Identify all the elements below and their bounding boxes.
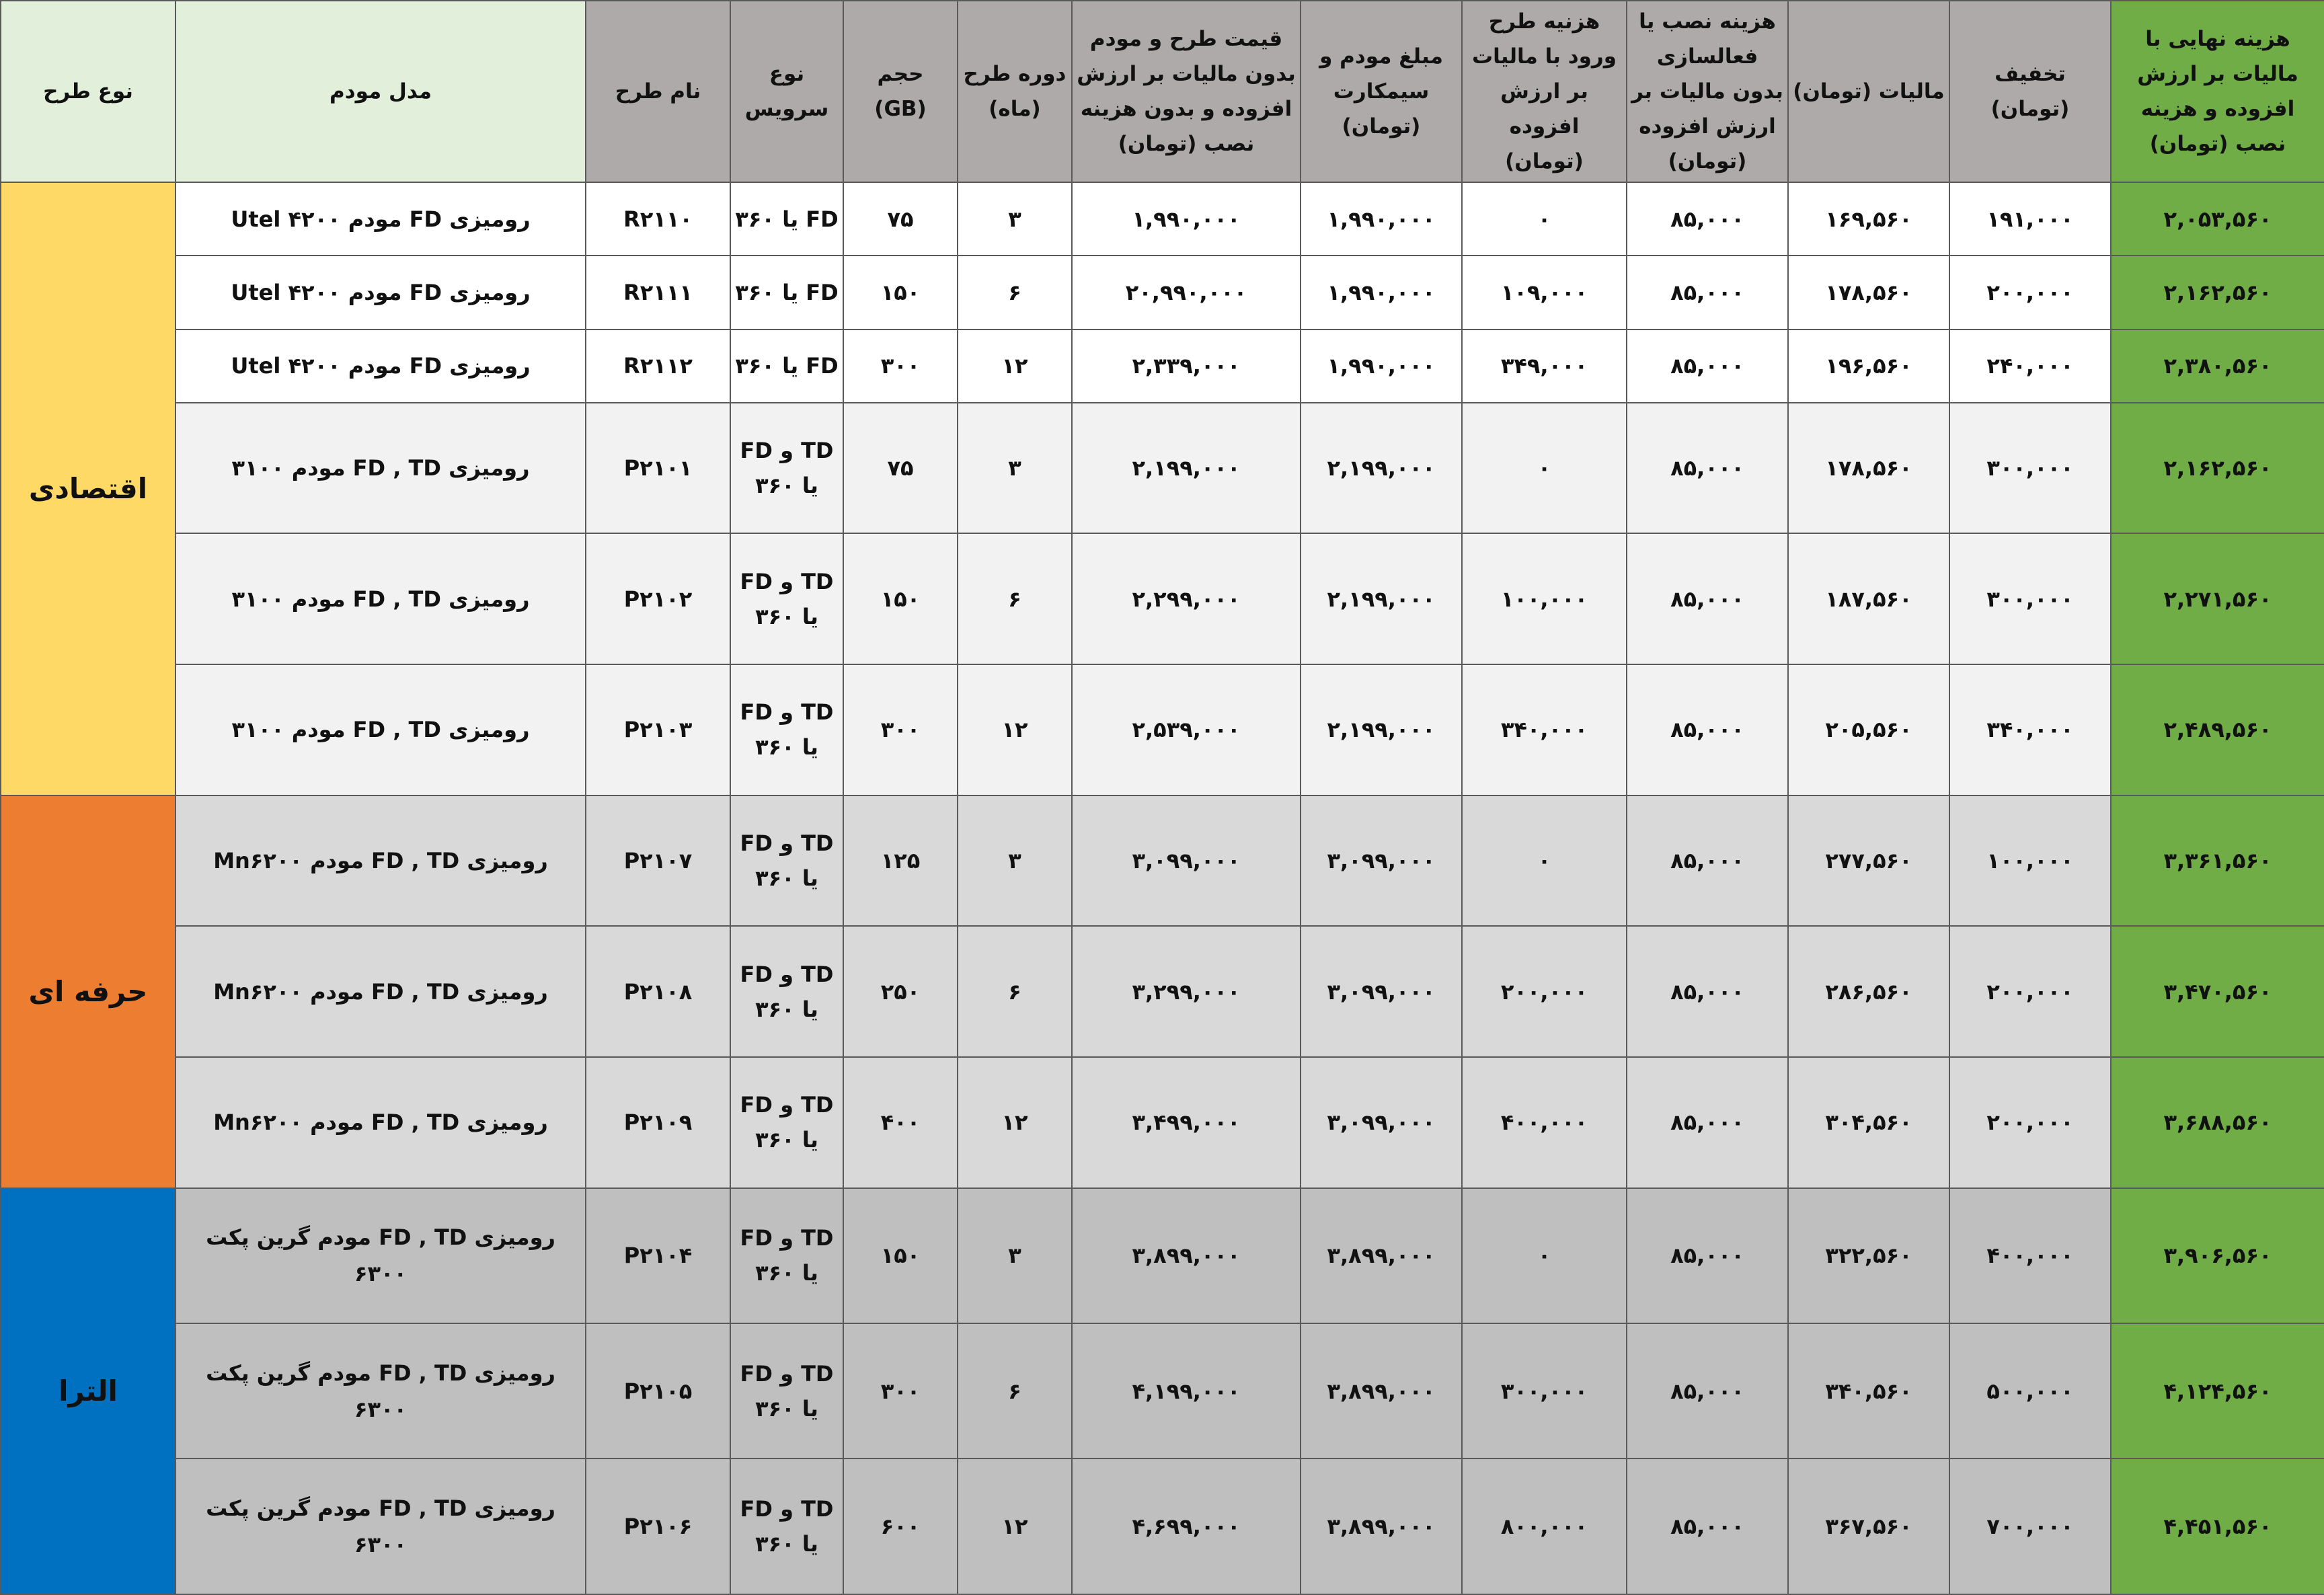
price-cell: ۲,۲۹۹,۰۰۰	[1072, 533, 1301, 664]
modem-sim-cell: ۱,۹۹۰,۰۰۰	[1301, 182, 1462, 256]
modem-sim-cell: ۲,۱۹۹,۰۰۰	[1301, 533, 1462, 664]
modem-sim-cell: ۳,۰۹۹,۰۰۰	[1301, 795, 1462, 927]
install-cost-cell: ۸۵,۰۰۰	[1627, 795, 1788, 927]
table-row	[1, 1458, 2324, 1594]
header-install-cost: هزینه نصب یا فعالسازی بدون مالیات بر ارزش افزوده (تومان)	[1627, 1, 1788, 182]
plan-name-cell: P۲۱۰۴	[586, 1188, 730, 1323]
plan-name-cell: R۲۱۱۰	[586, 182, 730, 256]
tax-cell: ۳۲۲,۵۶۰	[1788, 1188, 1949, 1323]
plan-name-cell: P۲۱۰۳	[586, 664, 730, 795]
table-row	[1, 926, 2324, 1057]
plan-name-cell: R۲۱۱۱	[586, 256, 730, 329]
tax-cell: ۳۶۷,۵۶۰	[1788, 1458, 1949, 1594]
price-cell: ۳,۴۹۹,۰۰۰	[1072, 1057, 1301, 1188]
volume-cell: ۳۰۰	[843, 1323, 958, 1458]
price-cell: ۲,۵۳۹,۰۰۰	[1072, 664, 1301, 795]
table-row	[1, 1188, 2324, 1323]
header-modem-model: مدل مودم	[176, 1, 586, 182]
plan-name-cell: P۲۱۰۷	[586, 795, 730, 927]
header-plan-type: نوع طرح	[1, 1, 176, 182]
category-ultra: الترا	[1, 1188, 176, 1594]
discount-cell: ۱۰۰,۰۰۰	[1949, 795, 2111, 927]
service-type-line: TD و FD	[740, 1360, 834, 1387]
entry-cost-cell: ۳۴۰,۰۰۰	[1462, 664, 1627, 795]
service-type-line: یا ۳۶۰	[755, 1395, 818, 1422]
discount-cell: ۵۰۰,۰۰۰	[1949, 1323, 2111, 1458]
service-type-cell	[730, 926, 843, 1057]
final-cost-cell: ۲,۲۷۱,۵۶۰	[2111, 533, 2324, 664]
price-cell: ۱,۹۹۰,۰۰۰	[1072, 182, 1301, 256]
tax-cell: ۳۰۴,۵۶۰	[1788, 1057, 1949, 1188]
price-cell: ۴,۱۹۹,۰۰۰	[1072, 1323, 1301, 1458]
modem-model-cell: رومیزی FD , TD مودم گرین پکت ۶۳۰۰	[176, 1188, 586, 1323]
service-type-line: یا ۳۶۰	[755, 1531, 818, 1557]
category-economy: اقتصادی	[1, 182, 176, 795]
modem-sim-cell: ۱,۹۹۰,۰۰۰	[1301, 329, 1462, 403]
tax-cell: ۱۷۸,۵۶۰	[1788, 256, 1949, 329]
modem-model-cell: رومیزی FD , TD مودم گرین پکت ۶۳۰۰	[176, 1458, 586, 1594]
plan-name-cell: P۲۱۰۱	[586, 403, 730, 534]
service-type-cell: FD یا ۳۶۰	[730, 256, 843, 329]
duration-cell: ۳	[958, 182, 1072, 256]
header-volume: حجم (GB)	[843, 1, 958, 182]
service-type-line: یا ۳۶۰	[755, 865, 818, 891]
table-row	[1, 329, 2324, 403]
volume-cell: ۳۰۰	[843, 329, 958, 403]
entry-cost-cell: ۲۰۰,۰۰۰	[1462, 926, 1627, 1057]
modem-model-cell: رومیزی FD , TD مودم Mn۶۲۰۰	[176, 1057, 586, 1188]
discount-cell: ۲۰۰,۰۰۰	[1949, 926, 2111, 1057]
plan-name-cell: P۲۱۰۲	[586, 533, 730, 664]
entry-cost-cell: ۰	[1462, 403, 1627, 534]
service-type-line: TD و FD	[740, 961, 834, 987]
discount-cell: ۲۰۰,۰۰۰	[1949, 1057, 2111, 1188]
service-type-line: TD و FD	[740, 1092, 834, 1118]
service-type-cell	[730, 533, 843, 664]
modem-sim-cell: ۳,۸۹۹,۰۰۰	[1301, 1323, 1462, 1458]
modem-model-cell: رومیزی FD , TD مودم ۳۱۰۰	[176, 403, 586, 534]
modem-model-cell: رومیزی FD مودم ۴۲۰۰ Utel	[176, 182, 586, 256]
price-cell: ۳,۰۹۹,۰۰۰	[1072, 795, 1301, 927]
service-type-line: TD و FD	[740, 568, 834, 594]
service-type-line: TD و FD	[740, 830, 834, 856]
final-cost-cell: ۲,۴۸۹,۵۶۰	[2111, 664, 2324, 795]
service-type-line: یا ۳۶۰	[755, 473, 818, 499]
volume-cell: ۱۵۰	[843, 256, 958, 329]
modem-model-cell: رومیزی FD , TD مودم گرین پکت ۶۳۰۰	[176, 1323, 586, 1458]
price-cell: ۴,۶۹۹,۰۰۰	[1072, 1458, 1301, 1594]
service-type-line: یا ۳۶۰	[755, 1260, 818, 1286]
plan-name-cell: P۲۱۰۸	[586, 926, 730, 1057]
discount-cell: ۲۰۰,۰۰۰	[1949, 256, 2111, 329]
service-type-cell	[730, 1188, 843, 1323]
tax-cell: ۱۷۸,۵۶۰	[1788, 403, 1949, 534]
install-cost-cell: ۸۵,۰۰۰	[1627, 403, 1788, 534]
final-cost-cell: ۳,۹۰۶,۵۶۰	[2111, 1188, 2324, 1323]
volume-cell: ۱۲۵	[843, 795, 958, 927]
header-modem-sim: مبلغ مودم و سیمکارت (تومان)	[1301, 1, 1462, 182]
tax-cell: ۱۸۷,۵۶۰	[1788, 533, 1949, 664]
duration-cell: ۳	[958, 403, 1072, 534]
tax-cell: ۱۶۹,۵۶۰	[1788, 182, 1949, 256]
entry-cost-cell: ۸۰۰,۰۰۰	[1462, 1458, 1627, 1594]
table-row	[1, 1323, 2324, 1458]
service-type-cell	[730, 403, 843, 534]
final-cost-cell: ۲,۱۶۲,۵۶۰	[2111, 403, 2324, 534]
modem-model-cell: رومیزی FD , TD مودم ۳۱۰۰	[176, 664, 586, 795]
duration-cell: ۶	[958, 533, 1072, 664]
final-cost-cell: ۳,۴۷۰,۵۶۰	[2111, 926, 2324, 1057]
install-cost-cell: ۸۵,۰۰۰	[1627, 256, 1788, 329]
install-cost-cell: ۸۵,۰۰۰	[1627, 664, 1788, 795]
discount-cell: ۳۰۰,۰۰۰	[1949, 403, 2111, 534]
header-price: قیمت طرح و مودم بدون مالیات بر ارزش افزوده و بدون هزینه نصب (تومان)	[1072, 1, 1301, 182]
service-type-cell	[730, 1057, 843, 1188]
final-cost-cell: ۴,۴۵۱,۵۶۰	[2111, 1458, 2324, 1594]
modem-sim-cell: ۳,۸۹۹,۰۰۰	[1301, 1458, 1462, 1594]
service-type-cell	[730, 664, 843, 795]
volume-cell: ۱۵۰	[843, 1188, 958, 1323]
header-tax: مالیات (تومان)	[1788, 1, 1949, 182]
table-row	[1, 1057, 2324, 1188]
tax-cell: ۲۸۶,۵۶۰	[1788, 926, 1949, 1057]
install-cost-cell: ۸۵,۰۰۰	[1627, 1323, 1788, 1458]
install-cost-cell: ۸۵,۰۰۰	[1627, 1188, 1788, 1323]
install-cost-cell: ۸۵,۰۰۰	[1627, 926, 1788, 1057]
plan-name-cell: P۲۱۰۶	[586, 1458, 730, 1594]
service-type-line: TD و FD	[740, 438, 834, 464]
price-cell: ۳,۲۹۹,۰۰۰	[1072, 926, 1301, 1057]
discount-cell: ۳۰۰,۰۰۰	[1949, 533, 2111, 664]
service-type-line: TD و FD	[740, 1225, 834, 1251]
volume-cell: ۳۰۰	[843, 664, 958, 795]
discount-cell: ۳۴۰,۰۰۰	[1949, 664, 2111, 795]
modem-model-cell: رومیزی FD , TD مودم ۳۱۰۰	[176, 533, 586, 664]
duration-cell: ۶	[958, 256, 1072, 329]
plan-name-cell: R۲۱۱۲	[586, 329, 730, 403]
category-professional: حرفه ای	[1, 795, 176, 1188]
modem-sim-cell: ۱,۹۹۰,۰۰۰	[1301, 256, 1462, 329]
entry-cost-cell: ۰	[1462, 182, 1627, 256]
header-duration: دوره طرح (ماه)	[958, 1, 1072, 182]
install-cost-cell: ۸۵,۰۰۰	[1627, 182, 1788, 256]
table-row	[1, 256, 2324, 329]
entry-cost-cell: ۱۰۹,۰۰۰	[1462, 256, 1627, 329]
price-cell: ۲۰,۹۹۰,۰۰۰	[1072, 256, 1301, 329]
service-type-line: یا ۳۶۰	[755, 1127, 818, 1153]
volume-cell: ۶۰۰	[843, 1458, 958, 1594]
volume-cell: ۲۵۰	[843, 926, 958, 1057]
service-type-cell	[730, 1458, 843, 1594]
duration-cell: ۱۲	[958, 1057, 1072, 1188]
modem-model-cell: رومیزی FD مودم ۴۲۰۰ Utel	[176, 329, 586, 403]
header-entry-cost: هزنیه طرح ورود با مالیات بر ارزش افزوده (تومان)	[1462, 1, 1627, 182]
final-cost-cell: ۲,۳۸۰,۵۶۰	[2111, 329, 2324, 403]
modem-sim-cell: ۳,۰۹۹,۰۰۰	[1301, 1057, 1462, 1188]
final-cost-cell: ۳,۳۶۱,۵۶۰	[2111, 795, 2324, 927]
duration-cell: ۱۲	[958, 329, 1072, 403]
table-row	[1, 795, 2324, 927]
modem-sim-cell: ۲,۱۹۹,۰۰۰	[1301, 664, 1462, 795]
plan-name-cell: P۲۱۰۹	[586, 1057, 730, 1188]
volume-cell: ۴۰۰	[843, 1057, 958, 1188]
install-cost-cell: ۸۵,۰۰۰	[1627, 329, 1788, 403]
service-type-cell: FD یا ۳۶۰	[730, 329, 843, 403]
duration-cell: ۳	[958, 1188, 1072, 1323]
header-final: هزینه نهایی با مالیات بر ارزش افزوده و هزینه نصب (تومان)	[2111, 1, 2324, 182]
header-discount: تخفیف (تومان)	[1949, 1, 2111, 182]
tax-cell: ۱۹۶,۵۶۰	[1788, 329, 1949, 403]
install-cost-cell: ۸۵,۰۰۰	[1627, 533, 1788, 664]
entry-cost-cell: ۰	[1462, 1188, 1627, 1323]
tax-cell: ۲۰۵,۵۶۰	[1788, 664, 1949, 795]
tax-cell: ۳۴۰,۵۶۰	[1788, 1323, 1949, 1458]
entry-cost-cell: ۱۰۰,۰۰۰	[1462, 533, 1627, 664]
modem-model-cell: رومیزی FD مودم ۴۲۰۰ Utel	[176, 256, 586, 329]
install-cost-cell: ۸۵,۰۰۰	[1627, 1458, 1788, 1594]
service-type-line: یا ۳۶۰	[755, 603, 818, 629]
entry-cost-cell: ۴۰۰,۰۰۰	[1462, 1057, 1627, 1188]
discount-cell: ۷۰۰,۰۰۰	[1949, 1458, 2111, 1594]
final-cost-cell: ۲,۱۶۲,۵۶۰	[2111, 256, 2324, 329]
table-row	[1, 182, 2324, 256]
tax-cell: ۲۷۷,۵۶۰	[1788, 795, 1949, 927]
header-row	[1, 1, 2324, 182]
final-cost-cell: ۲,۰۵۳,۵۶۰	[2111, 182, 2324, 256]
discount-cell: ۲۴۰,۰۰۰	[1949, 329, 2111, 403]
service-type-line: TD و FD	[740, 699, 834, 726]
service-type-line: TD و FD	[740, 1496, 834, 1522]
service-type-cell: FD یا ۳۶۰	[730, 182, 843, 256]
duration-cell: ۶	[958, 1323, 1072, 1458]
table-row	[1, 664, 2324, 795]
duration-cell: ۱۲	[958, 664, 1072, 795]
duration-cell: ۳	[958, 795, 1072, 927]
duration-cell: ۱۲	[958, 1458, 1072, 1594]
entry-cost-cell: ۳۰۰,۰۰۰	[1462, 1323, 1627, 1458]
final-cost-cell: ۳,۶۸۸,۵۶۰	[2111, 1057, 2324, 1188]
modem-model-cell: رومیزی FD , TD مودم Mn۶۲۰۰	[176, 926, 586, 1057]
volume-cell: ۱۵۰	[843, 533, 958, 664]
install-cost-cell: ۸۵,۰۰۰	[1627, 1057, 1788, 1188]
modem-model-cell: رومیزی FD , TD مودم Mn۶۲۰۰	[176, 795, 586, 927]
price-cell: ۲,۳۳۹,۰۰۰	[1072, 329, 1301, 403]
discount-cell: ۱۹۱,۰۰۰	[1949, 182, 2111, 256]
service-type-line: یا ۳۶۰	[755, 734, 818, 761]
volume-cell: ۷۵	[843, 182, 958, 256]
volume-cell: ۷۵	[843, 403, 958, 534]
entry-cost-cell: ۰	[1462, 795, 1627, 927]
price-cell: ۲,۱۹۹,۰۰۰	[1072, 403, 1301, 534]
service-type-line: یا ۳۶۰	[755, 996, 818, 1022]
modem-sim-cell: ۳,۰۹۹,۰۰۰	[1301, 926, 1462, 1057]
service-type-cell	[730, 795, 843, 927]
modem-sim-cell: ۳,۸۹۹,۰۰۰	[1301, 1188, 1462, 1323]
header-service-type: نوع سرویس	[730, 1, 843, 182]
table-row	[1, 533, 2324, 664]
header-plan-name: نام طرح	[586, 1, 730, 182]
duration-cell: ۶	[958, 926, 1072, 1057]
entry-cost-cell: ۳۴۹,۰۰۰	[1462, 329, 1627, 403]
price-cell: ۳,۸۹۹,۰۰۰	[1072, 1188, 1301, 1323]
modem-sim-cell: ۲,۱۹۹,۰۰۰	[1301, 403, 1462, 534]
discount-cell: ۴۰۰,۰۰۰	[1949, 1188, 2111, 1323]
service-type-cell	[730, 1323, 843, 1458]
plan-name-cell: P۲۱۰۵	[586, 1323, 730, 1458]
table-row	[1, 403, 2324, 534]
final-cost-cell: ۴,۱۲۴,۵۶۰	[2111, 1323, 2324, 1458]
